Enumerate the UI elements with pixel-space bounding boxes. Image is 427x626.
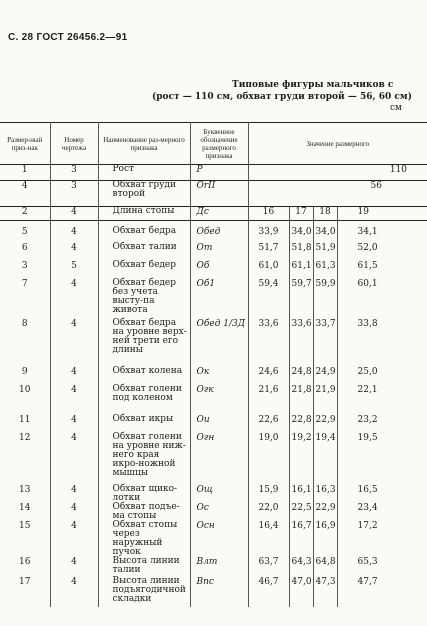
table-row <box>0 521 427 557</box>
row-value-size-16: 46,7 <box>248 577 289 607</box>
row-value-size-17: 22,5 <box>289 503 313 521</box>
row-symbol: От <box>190 243 248 261</box>
row-value-size-16: 33,9 <box>248 221 289 243</box>
row-symbol: Об <box>190 261 248 279</box>
row-feature-name: Обхват груди второй <box>98 181 190 207</box>
size-row-drawing-no: 4 <box>50 207 98 221</box>
row-feature-name: Обхват бедра на уровне верх-ней трети его длины <box>98 319 190 367</box>
row-drawing-no: 4 <box>50 557 98 577</box>
table-row <box>0 503 427 521</box>
col-symbol: Буквенное обозначение размерного признака <box>190 123 248 165</box>
row-symbol: Огн <box>190 433 248 485</box>
row-value-size-19: 23,2 <box>337 415 427 433</box>
row-feature-no: 16 <box>19 556 31 567</box>
row-value-size-19: 17,2 <box>337 521 427 557</box>
row-symbol: Влт <box>190 557 248 577</box>
row-symbol: Огк <box>190 385 248 415</box>
row-feature-name: Обхват подъе-ма стопы <box>98 503 190 521</box>
row-value-size-19: 52,0 <box>337 243 427 261</box>
row-drawing-no: 4 <box>50 367 98 385</box>
row-drawing-no: 4 <box>50 577 98 607</box>
row-feature-no: 1 <box>0 165 50 181</box>
row-feature-no: 15 <box>19 520 31 531</box>
table-row <box>0 261 427 279</box>
row-value-size-16: 16,4 <box>248 521 289 557</box>
table-row <box>0 433 427 485</box>
col-feature-name: Наименование раз-мерного признака <box>98 123 190 165</box>
row-value-size-17: 33,6 <box>289 319 313 367</box>
size-col-16: 16 <box>248 207 289 221</box>
row-value-size-18: 21,9 <box>313 385 337 415</box>
row-drawing-no: 4 <box>50 521 98 557</box>
row-feature-no: 11 <box>19 414 31 425</box>
row-symbol: Обед <box>190 221 248 243</box>
col-feature-no: Размер-ный приз-нак <box>0 123 50 165</box>
size-row-feature-no: 2 <box>0 207 50 221</box>
row-feature-name: Высота линии талии <box>98 557 190 577</box>
row-feature-no: 5 <box>21 227 28 237</box>
row-symbol: Ок <box>190 367 248 385</box>
table-row <box>0 221 427 243</box>
row-value-size-19: 33,8 <box>337 319 427 367</box>
row-value-size-17: 24,8 <box>289 367 313 385</box>
row-symbol: OrII <box>190 181 248 207</box>
size-row-feature-name: Длина стопы <box>98 207 190 221</box>
row-value-size-19: 61,5 <box>337 261 427 279</box>
row-value-size-16: 51,7 <box>248 243 289 261</box>
row-value-size-17: 61,1 <box>289 261 313 279</box>
row-feature-no: 7 <box>21 278 28 289</box>
table-row <box>0 577 427 607</box>
page-header: С. 28 ГОСТ 26456.2—91 <box>8 32 128 43</box>
row-value-size-18: 64,8 <box>313 557 337 577</box>
row-feature-name: Обхват икры <box>98 415 190 433</box>
row-value-size-19: 47,7 <box>337 577 427 607</box>
row-value-size-19: 23,4 <box>337 503 427 521</box>
row-drawing-no: 4 <box>50 385 98 415</box>
row-value-size-17: 16,7 <box>289 521 313 557</box>
row-value-size-16: 21,6 <box>248 385 289 415</box>
size-col-18: 18 <box>313 207 337 221</box>
row-value-size-19: 60,1 <box>337 279 427 319</box>
row-drawing-no: 4 <box>50 243 98 261</box>
row-feature-name: Рост <box>98 165 190 181</box>
row-value-size-16: 63,7 <box>248 557 289 577</box>
row-drawing-no: 4 <box>50 415 98 433</box>
row-feature-no: 3 <box>21 260 28 271</box>
row-value-size-18: 22,9 <box>313 415 337 433</box>
row-value-size-17: 19,2 <box>289 433 313 485</box>
row-value-size-17: 47,0 <box>289 577 313 607</box>
row-value-size-19: 22,1 <box>337 385 427 415</box>
row-feature-name: Обхват бедер <box>98 261 190 279</box>
table-row <box>0 243 427 261</box>
row-value: 56 <box>248 181 427 207</box>
row-value-size-18: 47,3 <box>313 577 337 607</box>
measurement-table <box>0 122 427 607</box>
row-value-size-18: 16,9 <box>313 521 337 557</box>
row-drawing-no: 4 <box>50 221 98 243</box>
col-drawing-no: Номер чертежа <box>50 123 98 165</box>
row-value-size-17: 21,8 <box>289 385 313 415</box>
row-value-size-16: 24,6 <box>248 367 289 385</box>
row-symbol: Ои <box>190 415 248 433</box>
row-symbol: Осн <box>190 521 248 557</box>
row-value-size-19: 16,5 <box>337 485 427 503</box>
row-drawing-no: 4 <box>50 433 98 485</box>
row-feature-no: 10 <box>19 384 31 395</box>
row-value-size-18: 61,3 <box>313 261 337 279</box>
row-feature-name: Обхват щико-лотки <box>98 485 190 503</box>
row-value-size-19: 65,3 <box>337 557 427 577</box>
row-value-size-19: 34,1 <box>337 221 427 243</box>
row-value-size-18: 22,9 <box>313 503 337 521</box>
row-value-size-16: 61,0 <box>248 261 289 279</box>
size-row-symbol: Дс <box>190 207 248 221</box>
row-value-size-16: 33,6 <box>248 319 289 367</box>
row-feature-no: 12 <box>19 432 31 443</box>
row-value-size-16: 22,0 <box>248 503 289 521</box>
row-value: 110 <box>248 165 427 181</box>
row-feature-no: 9 <box>21 366 28 377</box>
table-row <box>0 367 427 385</box>
table-row <box>0 385 427 415</box>
row-feature-no: 14 <box>19 502 31 513</box>
table-row <box>0 319 427 367</box>
row-drawing-no: 3 <box>50 181 98 207</box>
row-value-size-18: 24,9 <box>313 367 337 385</box>
row-symbol: Обед 1/3Д <box>190 319 248 367</box>
row-feature-name: Обхват бедер без учета высту-па живота <box>98 279 190 319</box>
row-value-size-18: 19,4 <box>313 433 337 485</box>
row-symbol: Впс <box>190 577 248 607</box>
row-symbol: P <box>190 165 248 181</box>
row-drawing-no: 5 <box>50 261 98 279</box>
row-value-size-18: 34,0 <box>313 221 337 243</box>
row-value-size-16: 22,6 <box>248 415 289 433</box>
row-value-size-17: 64,3 <box>289 557 313 577</box>
row-feature-name: Обхват талии <box>98 243 190 261</box>
row-drawing-no: 4 <box>50 319 98 367</box>
row-value-size-17: 22,8 <box>289 415 313 433</box>
row-feature-name: Высота линии подъягодичной складки <box>98 577 190 607</box>
table-row <box>0 557 427 577</box>
row-value-size-16: 59,4 <box>248 279 289 319</box>
row-feature-name: Обхват бедра <box>98 221 190 243</box>
table-caption-line2: (рост — 110 см, обхват груди второй — 56, 60 см) <box>152 92 412 102</box>
table-row <box>0 485 427 503</box>
row-drawing-no: 4 <box>50 503 98 521</box>
row-value-size-16: 19,0 <box>248 433 289 485</box>
row-value-size-16: 15,9 <box>248 485 289 503</box>
table-caption-line1: Типовые фигуры мальчиков с <box>232 80 394 90</box>
row-value-size-17: 16,1 <box>289 485 313 503</box>
row-drawing-no: 4 <box>50 485 98 503</box>
size-col-17: 17 <box>289 207 313 221</box>
table-row <box>0 279 427 319</box>
row-symbol: Ощ <box>190 485 248 503</box>
row-value-size-17: 51,8 <box>289 243 313 261</box>
row-value-size-17: 34,0 <box>289 221 313 243</box>
row-value-size-18: 33,7 <box>313 319 337 367</box>
row-feature-no: 6 <box>21 242 28 253</box>
row-feature-name: Обхват стопы через наружный пучок <box>98 521 190 557</box>
size-col-19: 19 <box>337 207 427 221</box>
row-feature-no: 8 <box>21 318 28 329</box>
row-value-size-18: 51,9 <box>313 243 337 261</box>
row-value-size-19: 25,0 <box>337 367 427 385</box>
row-feature-name: Обхват голени под коленом <box>98 385 190 415</box>
row-drawing-no: 3 <box>50 165 98 181</box>
row-feature-name: Обхват колена <box>98 367 190 385</box>
row-value-size-18: 16,3 <box>313 485 337 503</box>
row-value-size-18: 59,9 <box>313 279 337 319</box>
row-symbol: Об1 <box>190 279 248 319</box>
row-feature-no: 13 <box>19 484 31 495</box>
row-feature-name: Обхват голени на уровне ниж-него края икро-ножной мышцы <box>98 433 190 485</box>
col-values: Значение размерного <box>248 123 427 165</box>
row-value-size-19: 19,5 <box>337 433 427 485</box>
row-feature-no: 17 <box>19 576 31 587</box>
row-symbol: Ос <box>190 503 248 521</box>
row-feature-no: 4 <box>0 181 50 207</box>
row-drawing-no: 4 <box>50 279 98 319</box>
table-unit: см <box>390 103 403 113</box>
row-value-size-17: 59,7 <box>289 279 313 319</box>
table-row <box>0 415 427 433</box>
